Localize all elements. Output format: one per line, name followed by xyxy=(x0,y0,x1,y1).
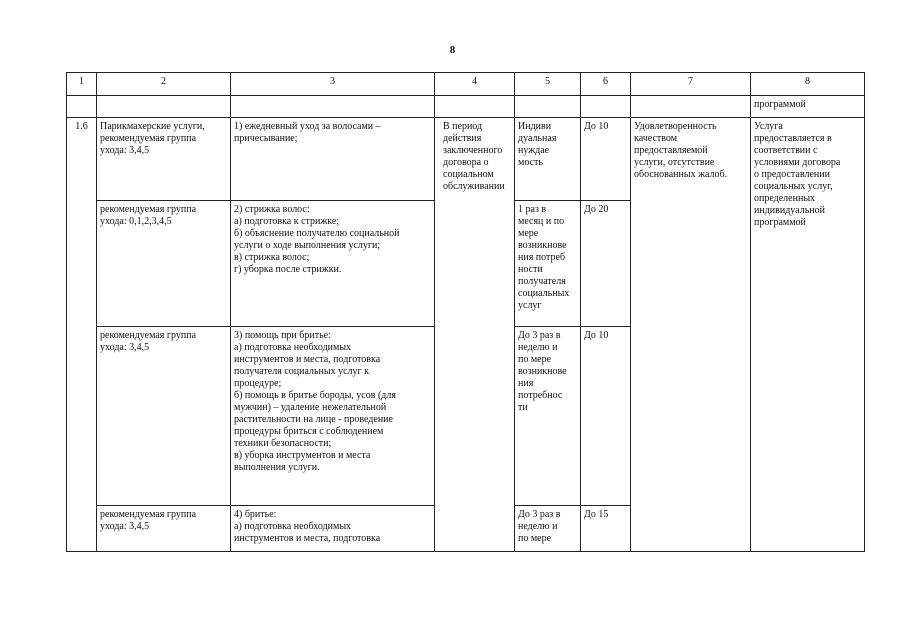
header-cell-4: 4 xyxy=(435,73,515,96)
header-cell-6: 6 xyxy=(581,73,631,96)
header-cell-1: 1 xyxy=(67,73,97,96)
header-cell-2: 2 xyxy=(97,73,231,96)
header-cell-3: 3 xyxy=(231,73,435,96)
conditions-cell: Услуга предоставляется в соответствии с условиями договора о предоставлении социальных услуг, определенных индивидуальной программой xyxy=(751,118,865,552)
service-name-cell: Парикмахерские услуги, рекомендуемая группа ухода: 3,4,5 xyxy=(97,118,231,201)
continuation-cell-8: программой xyxy=(751,96,865,118)
continuation-cell xyxy=(231,96,435,118)
time-cell: До 20 xyxy=(581,201,631,327)
table-header-row xyxy=(67,73,865,96)
continuation-cell xyxy=(581,96,631,118)
service-name-cell: рекомендуемая группа ухода: 3,4,5 xyxy=(97,327,231,506)
service-name-cell: рекомендуемая группа ухода: 0,1,2,3,4,5 xyxy=(97,201,231,327)
service-content-cell: 2) стрижка волос: а) подготовка к стрижке; б) объяснение получателю социальной услуги о ходе выполнения услуги; в) стрижка волос; г) уборка после стрижки. xyxy=(231,201,435,327)
continuation-cell xyxy=(515,96,581,118)
continuation-cell xyxy=(631,96,751,118)
table-row xyxy=(67,118,865,201)
service-content-cell: 3) помощь при бритье: а) подготовка необходимых инструментов и места, подготовка получателя социальных услуг к процедуре; б) помощь в бритье бороды, усов (для мужчин) – удаление нежелательной растительности на лице - проведение процедуры бриться с соблюдением техники безопасности; в) уборка инструментов и места выполнения услуги. xyxy=(231,327,435,506)
frequency-cell: Индиви дуальная нуждае мость xyxy=(515,118,581,201)
time-cell: До 10 xyxy=(581,118,631,201)
continuation-row xyxy=(67,96,865,118)
service-content-cell: 4) бритье: а) подготовка необходимых инструментов и места, подготовка xyxy=(231,506,435,552)
services-table xyxy=(66,72,865,552)
continuation-cell xyxy=(435,96,515,118)
header-cell-8: 8 xyxy=(751,73,865,96)
frequency-cell: 1 раз в месяц и по мере возникнове ния потреб ности получателя социальных услуг xyxy=(515,201,581,327)
frequency-cell: До 3 раз в неделю и по мере xyxy=(515,506,581,552)
row-number-cell: 1.6 xyxy=(67,118,97,552)
continuation-cell xyxy=(67,96,97,118)
service-name-cell: рекомендуемая группа ухода: 3,4,5 xyxy=(97,506,231,552)
continuation-cell xyxy=(97,96,231,118)
header-cell-5: 5 xyxy=(515,73,581,96)
header-cell-7: 7 xyxy=(631,73,751,96)
period-cell: В период действия заключенного договора о социальном обслуживании xyxy=(435,118,515,552)
frequency-cell: До 3 раз в неделю и по мере возникнове ния потребнос ти xyxy=(515,327,581,506)
time-cell: До 15 xyxy=(581,506,631,552)
quality-cell: Удовлетворенность качеством предоставляемой услуги, отсутствие обоснованных жалоб. xyxy=(631,118,751,552)
time-cell: До 10 xyxy=(581,327,631,506)
page-number: 8 xyxy=(449,44,456,56)
service-content-cell: 1) ежедневный уход за волосами – причесывание; xyxy=(231,118,435,201)
